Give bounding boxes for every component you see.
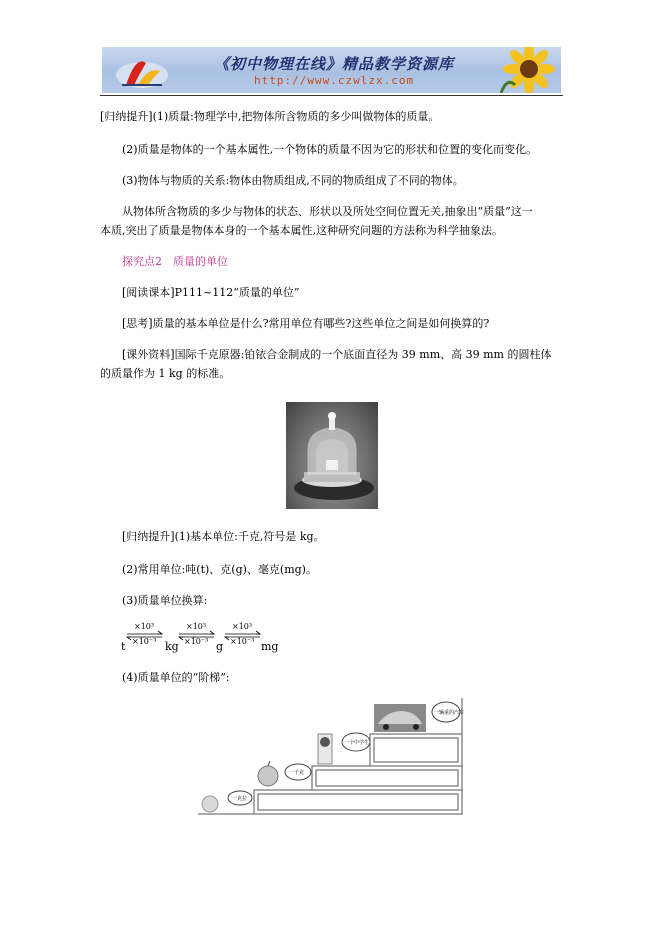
reading-prompt: [阅读课本]P111~112“质量的单位”: [122, 286, 300, 299]
arrow-up-label: ×10³: [232, 622, 253, 631]
site-logo-icon: [112, 51, 172, 91]
bubble-student: 一个中学生: [344, 740, 370, 746]
arrow-down-label: ×10⁻³: [230, 637, 255, 646]
arrow-up-label: ×10³: [186, 622, 207, 631]
bubble-kilogram: 一千克: [289, 770, 305, 776]
staircase-heading: (4)质量单位的“阶梯”:: [122, 671, 230, 684]
mass-unit-staircase: [196, 698, 464, 816]
sunflower-icon: [481, 47, 561, 93]
basic-unit-summary: [归纳提升](1)基本单位:千克,符号是 kg。: [122, 530, 325, 543]
bubble-carat: 一克拉: [232, 796, 248, 802]
kilogram-prototype-photo: [286, 402, 378, 509]
summary-paragraph-3: (3)物体与物质的关系:物体由物质组成,不同的物质组成了不同的物体。: [122, 174, 464, 187]
conversion-arrow-2: [178, 624, 216, 654]
arrow-down-label: ×10⁻³: [132, 637, 157, 646]
header-banner: [102, 47, 561, 93]
arrow-up-label: ×10³: [134, 622, 155, 631]
unit-gram: g: [216, 640, 224, 653]
extra-material-line-1: [课外资料]国际千克原器:铂铱合金制成的一个底面直径为 39 mm、高 39 mm 的圆柱体: [122, 348, 552, 361]
conversion-arrow-1: [126, 624, 164, 654]
summary-paragraph-1: [归纳提升](1)质量:物理学中,把物体所含物质的多少叫做物体的质量。: [100, 110, 440, 123]
banner-title: 《初中物理在线》精品教学资源库: [214, 55, 455, 73]
common-units-summary: (2)常用单位:吨(t)、克(g)、毫克(mg)。: [122, 563, 317, 576]
bubble-car: 一辆重的汽车: [434, 710, 465, 716]
conversion-heading: (3)质量单位换算:: [122, 594, 208, 607]
unit-ton: t: [121, 640, 126, 653]
arrow-down-label: ×10⁻³: [184, 637, 209, 646]
section-heading: 探究点2 质量的单位: [122, 255, 228, 268]
conversion-arrow-3: [224, 624, 262, 654]
banner-url[interactable]: http://www.czwlzx.com: [254, 74, 415, 87]
header-rule: [100, 95, 563, 96]
summary-paragraph-2: (2)质量是物体的一个基本属性,一个物体的质量不因为它的形状和位置的变化而变化。: [122, 143, 538, 156]
extra-material-line-2: 的质量作为 1 kg 的标准。: [100, 367, 231, 380]
abstraction-paragraph-line-2: 本质,突出了质量是物体本身的一个基本属性,这种研究问题的方法称为科学抽象法。: [100, 224, 503, 237]
unit-kilogram: kg: [165, 640, 179, 653]
abstraction-paragraph-line-1: 从物体所含物质的多少与物体的状态、形状以及所处空间位置无关,抽象出“质量”这一: [122, 205, 533, 218]
unit-milligram: mg: [261, 640, 279, 653]
bell-jar-icon: [286, 402, 378, 509]
thinking-prompt: [思考]质量的基本单位是什么?常用单位有哪些?这些单位之间是如何换算的?: [122, 317, 490, 330]
